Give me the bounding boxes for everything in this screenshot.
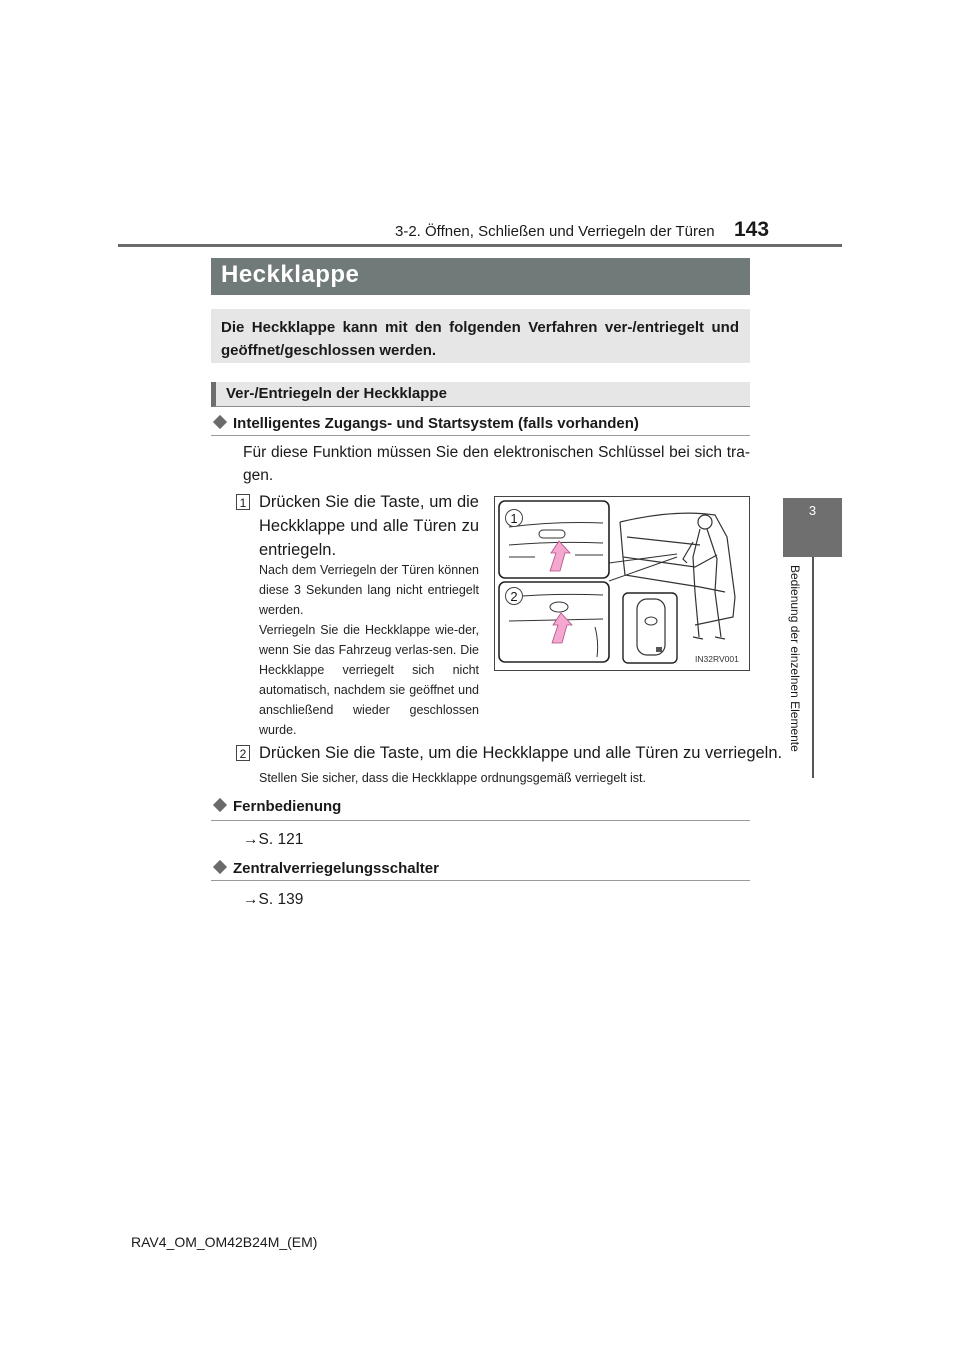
tailgate-button-illustration [494,496,750,671]
smart-system-heading-text: Intelligentes Zugangs- und Startsystem (falls vorhanden) [233,415,639,432]
page-number: 143 [734,218,770,241]
central-lock-heading-text: Zentralverriegelungsschalter [233,860,439,877]
illustration-svg [495,497,749,670]
page-title-bar [211,258,750,295]
diamond-bullet-icon [213,415,227,429]
step-2-badge: 2 [236,745,250,761]
heading-rule [211,880,750,881]
central-lock-ref-text[interactable]: S. 139 [258,891,304,908]
remote-ref-text[interactable]: S. 121 [258,831,304,848]
remote-heading [212,798,341,815]
chapter-title [786,565,804,775]
arrow-right-icon: → [243,831,259,848]
central-lock-ref [243,888,303,911]
remote-ref [243,828,303,851]
subsection-header [211,382,750,407]
smart-system-description: Für diese Funktion müssen Sie den elektronischen Schlüssel bei sich tra-gen. [243,444,750,484]
page-title: Heckklappe [221,261,360,288]
key-fob-icon [637,599,665,655]
chapter-title-text: Bedienung der einzelnen Elemente [788,565,802,752]
key-button-icon [656,647,662,652]
step-2-note: Stellen Sie sicher, dass die Heckklappe ordnungsgemäß verriegelt ist. [259,771,647,785]
heading-rule [211,820,750,821]
figure-code: IN32RV001 [695,654,739,664]
figure-callout-1: 1 [505,509,523,527]
figure-callout-2: 2 [505,587,523,605]
diamond-bullet-icon [213,798,227,812]
step-1-note-1: Nach dem Verriegeln der Türen können diese 3 Sekunden lang nicht entriegelt werden. [259,563,479,617]
footer-doc-id: RAV4_OM_OM42B24M_(EM) [131,1234,318,1250]
step-1-text: Drücken Sie die Taste, um die Heckklappe und alle Türen zu entriegeln. [259,493,479,559]
intro-text: Die Heckklappe kann mit den folgenden Verfahren ver-/entriegelt und geöffnet/geschlossen werden. [221,319,739,359]
chapter-rule [812,557,814,778]
chapter-number: 3 [808,503,817,518]
intro-box [211,309,750,363]
header-rule [118,244,842,247]
chapter-tab [783,498,842,557]
subsection-title: Ver-/Entriegeln der Heckklappe [226,385,447,402]
step-2-text: Drücken Sie die Taste, um die Heckklappe und alle Türen zu verriegeln. [259,744,783,762]
remote-heading-text: Fernbedienung [233,798,342,815]
person-icon [683,515,725,639]
step-1-note-2: Verriegeln Sie die Heckklappe wie-der, wenn Sie das Fahrzeug verlas-sen. Die Heckklappe verriegelt sich nicht automatisch, nachdem sie geöffnet und anschließend wieder geschlossen wurde. [259,623,479,737]
central-lock-heading [212,860,439,877]
step-1-badge: 1 [236,494,250,510]
callout-lines [609,554,677,581]
heading-rule [211,435,750,436]
arrow-right-icon: → [243,891,259,908]
section-header: 3-2. Öffnen, Schließen und Verriegeln der Türen [395,223,715,240]
diamond-bullet-icon [213,860,227,874]
smart-system-heading [212,415,639,432]
